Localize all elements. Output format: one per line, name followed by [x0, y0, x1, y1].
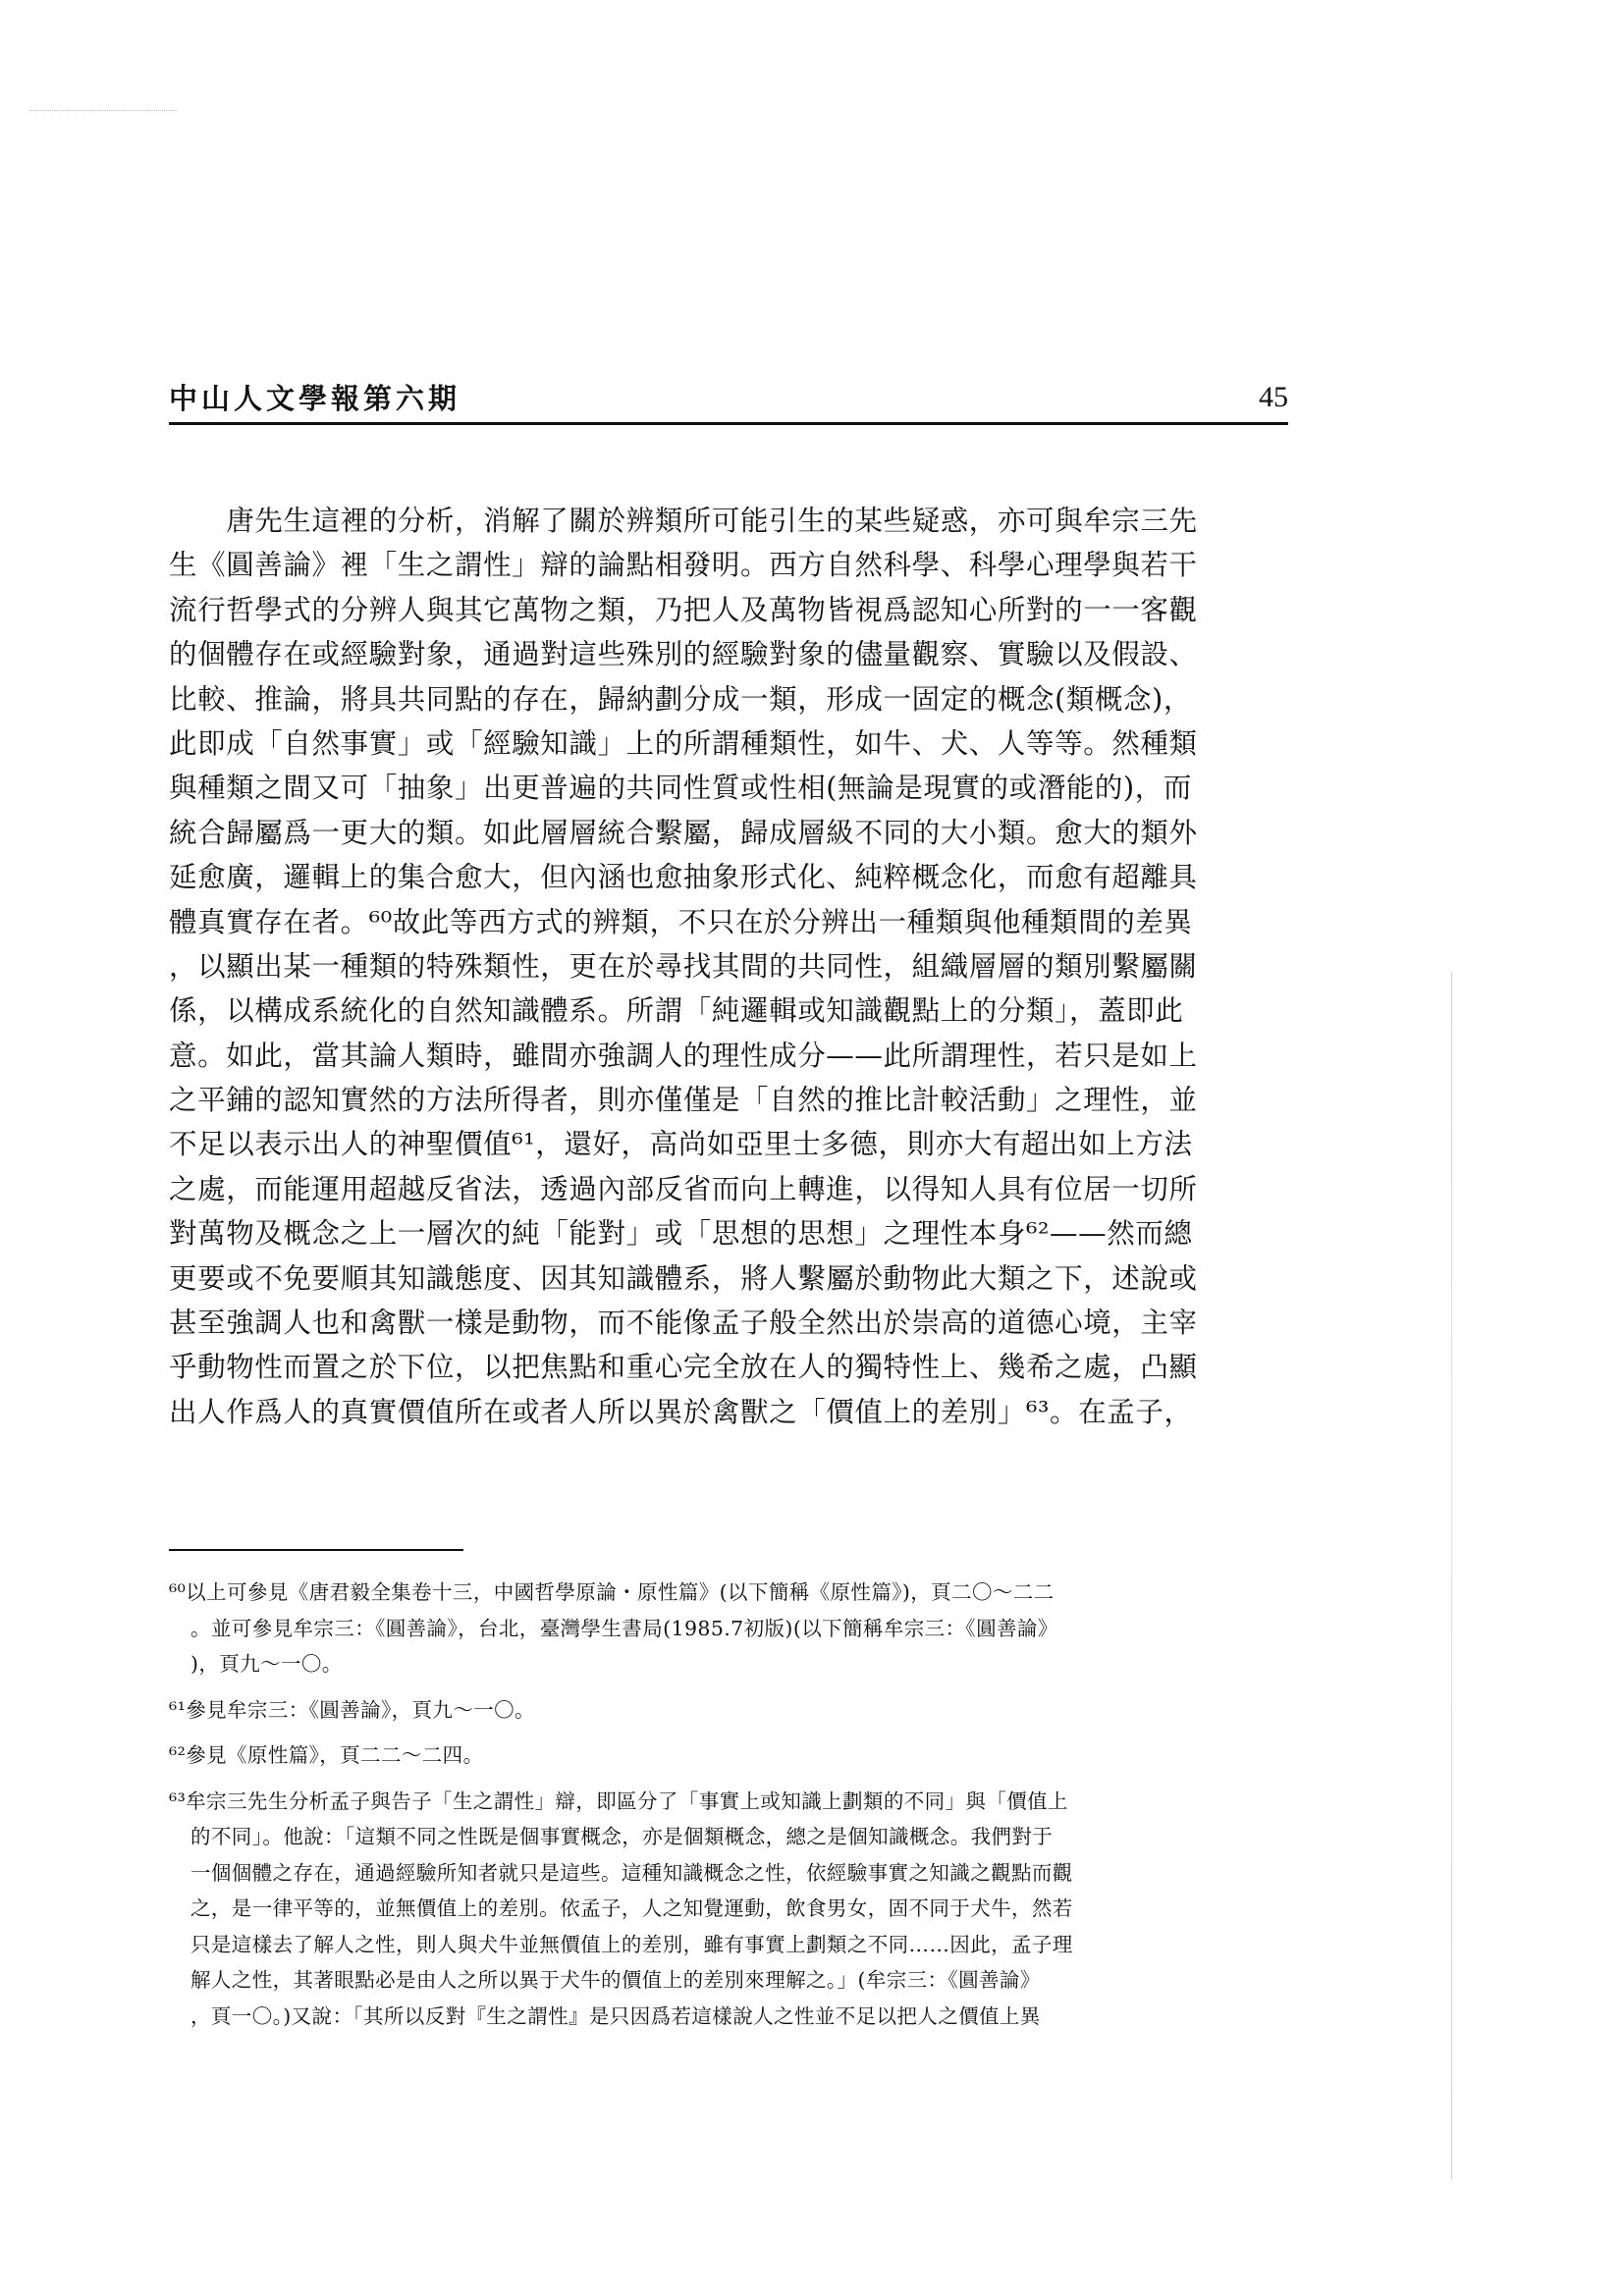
body-line: 流行哲學式的分辨人與其它萬物之類，乃把人及萬物皆視爲認知心所對的一一客觀: [169, 593, 1198, 626]
running-header: [169, 369, 1288, 428]
footnote-line: 一個個體之存在，通過經驗所知者就只是這些。這種知識概念之性，依經驗事實之知識之觀點而觀: [190, 1860, 1073, 1885]
footnote-line: 。並可參見牟宗三：《圓善論》，台北，臺灣學生書局(1985.7初版)(以下簡稱牟宗三：《圓善論》: [190, 1616, 1058, 1640]
scan-artifact: [29, 110, 177, 115]
journal-title: 中山人文學報第六期: [169, 382, 461, 415]
footnote-line: 的不同」。他說：「這類不同之性既是個事實概念，亦是個類概念，總之是個知識概念。我們對于: [190, 1825, 1054, 1848]
footnote-line: ⁶¹參見牟宗三：《圓善論》，頁九～一〇。: [169, 1697, 535, 1722]
body-line: 乎動物性而置之於下位，以把焦點和重心完全放在人的獨特性上、幾希之處，凸顯: [169, 1351, 1198, 1384]
scan-edge-line: [1451, 972, 1452, 2179]
body-line: 生《圓善論》裡「生之謂性」辯的論點相發明。西方自然科學、科學心理學與若干: [169, 549, 1198, 582]
footnote-62: [169, 1737, 1288, 1774]
body-line: ，以顯出某一種類的特殊類性，更在於尋找其間的共同性，組織層層的類別繫屬關: [169, 949, 1198, 983]
page-number: 45: [1259, 381, 1288, 413]
body-line: 的個體存在或經驗對象，通過對這些殊別的經驗對象的儘量觀察、實驗以及假設、: [169, 638, 1198, 671]
footnote-63: [169, 1784, 1288, 2035]
body-paragraph: [169, 499, 1273, 1434]
footnotes: [169, 1575, 1288, 2034]
footnote-line: 之，是一律平等的，並無價值上的差別。依孟子，人之知覺運動，飲食男女，固不同于犬牛，然若: [190, 1896, 1073, 1920]
body-line: 延愈廣，邏輯上的集合愈大，但內涵也愈抽象形式化、純粹概念化，而愈有超離具: [169, 861, 1198, 894]
body-line: 體真實存在者。⁶⁰故此等西方式的辨類，不只在於分辨出一種類與他種類間的差異: [169, 905, 1193, 938]
body-line: 此即成「自然事實」或「經驗知識」上的所謂種類性，如牛、犬、人等等。然種類: [169, 726, 1198, 760]
footnote-60: [169, 1575, 1288, 1682]
footnote-line: ⁶³牟宗三先生分析孟子與告子「生之謂性」辯，即區分了「事實上或知識上劃類的不同」與「價值上: [169, 1789, 1068, 1813]
body-line: 意。如此，當其論人類時，雖間亦強調人的理性成分——此所謂理性，若只是如上: [169, 1039, 1198, 1072]
footnote-line: 只是這樣去了解人之性，則人與犬牛並無價值上的差別，雖有事實上劃類之不同……因此，孟子理: [190, 1932, 1073, 1956]
body-line: 與種類之間又可「抽象」出更普遍的共同性質或性相(無論是現實的或潛能的)，而: [169, 772, 1192, 805]
footnote-line: )，頁九～一〇。: [190, 1652, 343, 1676]
footnote-line: ⁶⁰以上可參見《唐君毅全集卷十三，中國哲學原論・原性篇》(以下簡稱《原性篇》)，頁二〇～二二: [169, 1580, 1055, 1604]
footnote-separator: [169, 1549, 463, 1551]
footnote-line: 解人之性，其著眼點必是由人之所以異于犬牛的價值上的差別來理解之。」(牟宗三：《圓善論》: [190, 1968, 1041, 1992]
footnote-line: ，頁一〇。)又說：「其所以反對『生之謂性』是只因爲若這樣說人之性並不足以把人之價值上異: [190, 2003, 1041, 2028]
footnote-61: [169, 1692, 1288, 1729]
body-line: 統合歸屬爲一更大的類。如此層層統合繫屬，歸成層級不同的大小類。愈大的類外: [169, 816, 1198, 849]
body-line: 甚至強調人也和禽獸一樣是動物，而不能像孟子般全然出於崇高的道德心境，主宰: [169, 1307, 1198, 1340]
body-line: 對萬物及概念之上一層次的純「能對」或「思想的思想」之理性本身⁶²——然而總: [169, 1217, 1193, 1251]
body-line: 之處，而能運用超越反省法，透過內部反省而向上轉進，以得知人具有位居一切所: [169, 1172, 1198, 1205]
body-line: 係，以構成系統化的自然知識體系。所謂「純邏輯或知識觀點上的分類」，蓋即此: [169, 994, 1184, 1028]
body-line: 更要或不免要順其知識態度、因其知識體系，將人繫屬於動物此大類之下，述說或: [169, 1261, 1198, 1295]
footnote-line: ⁶²參見《原性篇》，頁二二～二四。: [169, 1743, 484, 1767]
body-line: 不足以表示出人的神聖價值⁶¹，還好，高尚如亞里士多德，則亦大有超出如上方法: [169, 1128, 1193, 1161]
body-line: 之平鋪的認知實然的方法所得者，則亦僅僅是「自然的推比計較活動」之理性，並: [169, 1084, 1198, 1117]
body-line: 比較、推論，將具共同點的存在，歸納劃分成一類，形成一固定的概念(類概念)，: [169, 682, 1192, 716]
body-line: 唐先生這裡的分析，消解了關於辨類所可能引生的某些疑惑，亦可與牟宗三先: [169, 505, 1198, 537]
header-rule: [169, 422, 1288, 425]
body-line: 出人作爲人的真實價值所在或者人所以異於禽獸之「價值上的差別」⁶³。在孟子，: [169, 1395, 1193, 1428]
